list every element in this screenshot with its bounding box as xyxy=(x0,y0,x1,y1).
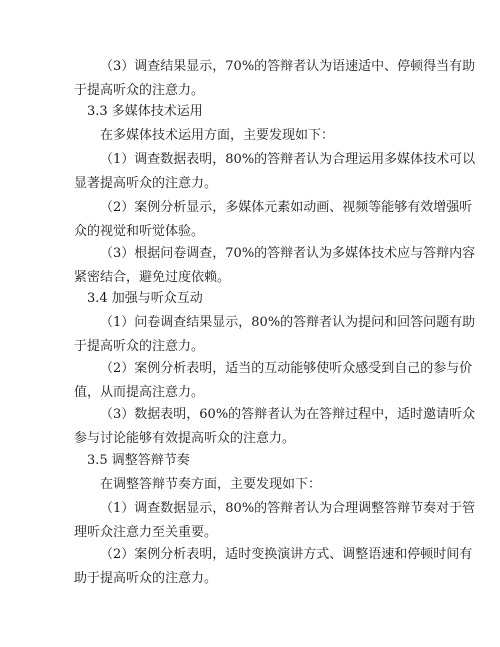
text-line: （2）案例分析显示，多媒体元素如动画、视频等能够有效增强听 xyxy=(100,200,473,215)
text-line: 于提高听众的注意力。 xyxy=(74,83,205,98)
paragraph-3-3-3 xyxy=(74,242,476,290)
paragraph-3-5-1 xyxy=(74,497,476,545)
text-line: 助于提高听众的注意力。 xyxy=(74,571,218,586)
text-line: 显著提高听众的注意力。 xyxy=(74,176,218,191)
text-line: 理听众注意力至关重要。 xyxy=(74,525,218,540)
text-line: （2）案例分析表明，适当的互动能够使听众感受到自己的参与价 xyxy=(100,361,473,376)
paragraph-speed-result xyxy=(74,55,476,103)
text-line: 在多媒体技术运用方面，主要发现如下： xyxy=(100,128,335,143)
text-line: 众的视觉和听觉体验。 xyxy=(74,224,205,239)
section-heading-3-5 xyxy=(74,449,434,473)
text-line: （1）问卷调查结果显示，80%的答辩者认为提问和回答问题有助 xyxy=(100,315,476,330)
text-line: （1）调查数据表明，80%的答辩者认为合理运用多媒体技术可以 xyxy=(100,152,476,167)
text-line: （3）根据问卷调查，70%的答辩者认为多媒体技术应与答辩内容 xyxy=(100,246,476,261)
text-line: （3）调查结果显示，70%的答辩者认为语速适中、停顿得当有助 xyxy=(100,59,476,74)
text-line: 值，从而提高注意力。 xyxy=(74,385,205,400)
intro-3-3 xyxy=(74,124,434,148)
text-line: 参与讨论能够有效提高听众的注意力。 xyxy=(74,431,296,446)
heading-text: 3.4 加强与听众互动 xyxy=(87,291,203,306)
text-line: 紧密结合，避免过度依赖。 xyxy=(74,270,231,285)
paragraph-3-4-3 xyxy=(74,403,476,451)
paragraph-3-4-2 xyxy=(74,357,473,405)
section-heading-3-4 xyxy=(74,287,434,311)
text-line: 于提高听众的注意力。 xyxy=(74,339,205,354)
text-line: （2）案例分析表明，适时变换演讲方式、调整语速和停顿时间有 xyxy=(100,547,473,562)
text-line: 在调整答辩节奏方面，主要发现如下： xyxy=(100,477,322,492)
paragraph-3-4-1 xyxy=(74,311,476,359)
heading-text: 3.3 多媒体技术运用 xyxy=(87,104,203,119)
paragraph-3-3-1 xyxy=(74,148,476,196)
intro-3-5 xyxy=(74,473,434,497)
text-line: （1）调查数据显示，80%的答辩者认为合理调整答辩节奏对于管 xyxy=(100,501,476,516)
section-heading-3-3 xyxy=(74,100,434,124)
heading-text: 3.5 调整答辩节奏 xyxy=(87,453,190,468)
text-line: （3）数据表明，60%的答辩者认为在答辩过程中，适时邀请听众 xyxy=(100,407,476,422)
paragraph-3-5-2 xyxy=(74,543,473,591)
paragraph-3-3-2 xyxy=(74,196,473,244)
